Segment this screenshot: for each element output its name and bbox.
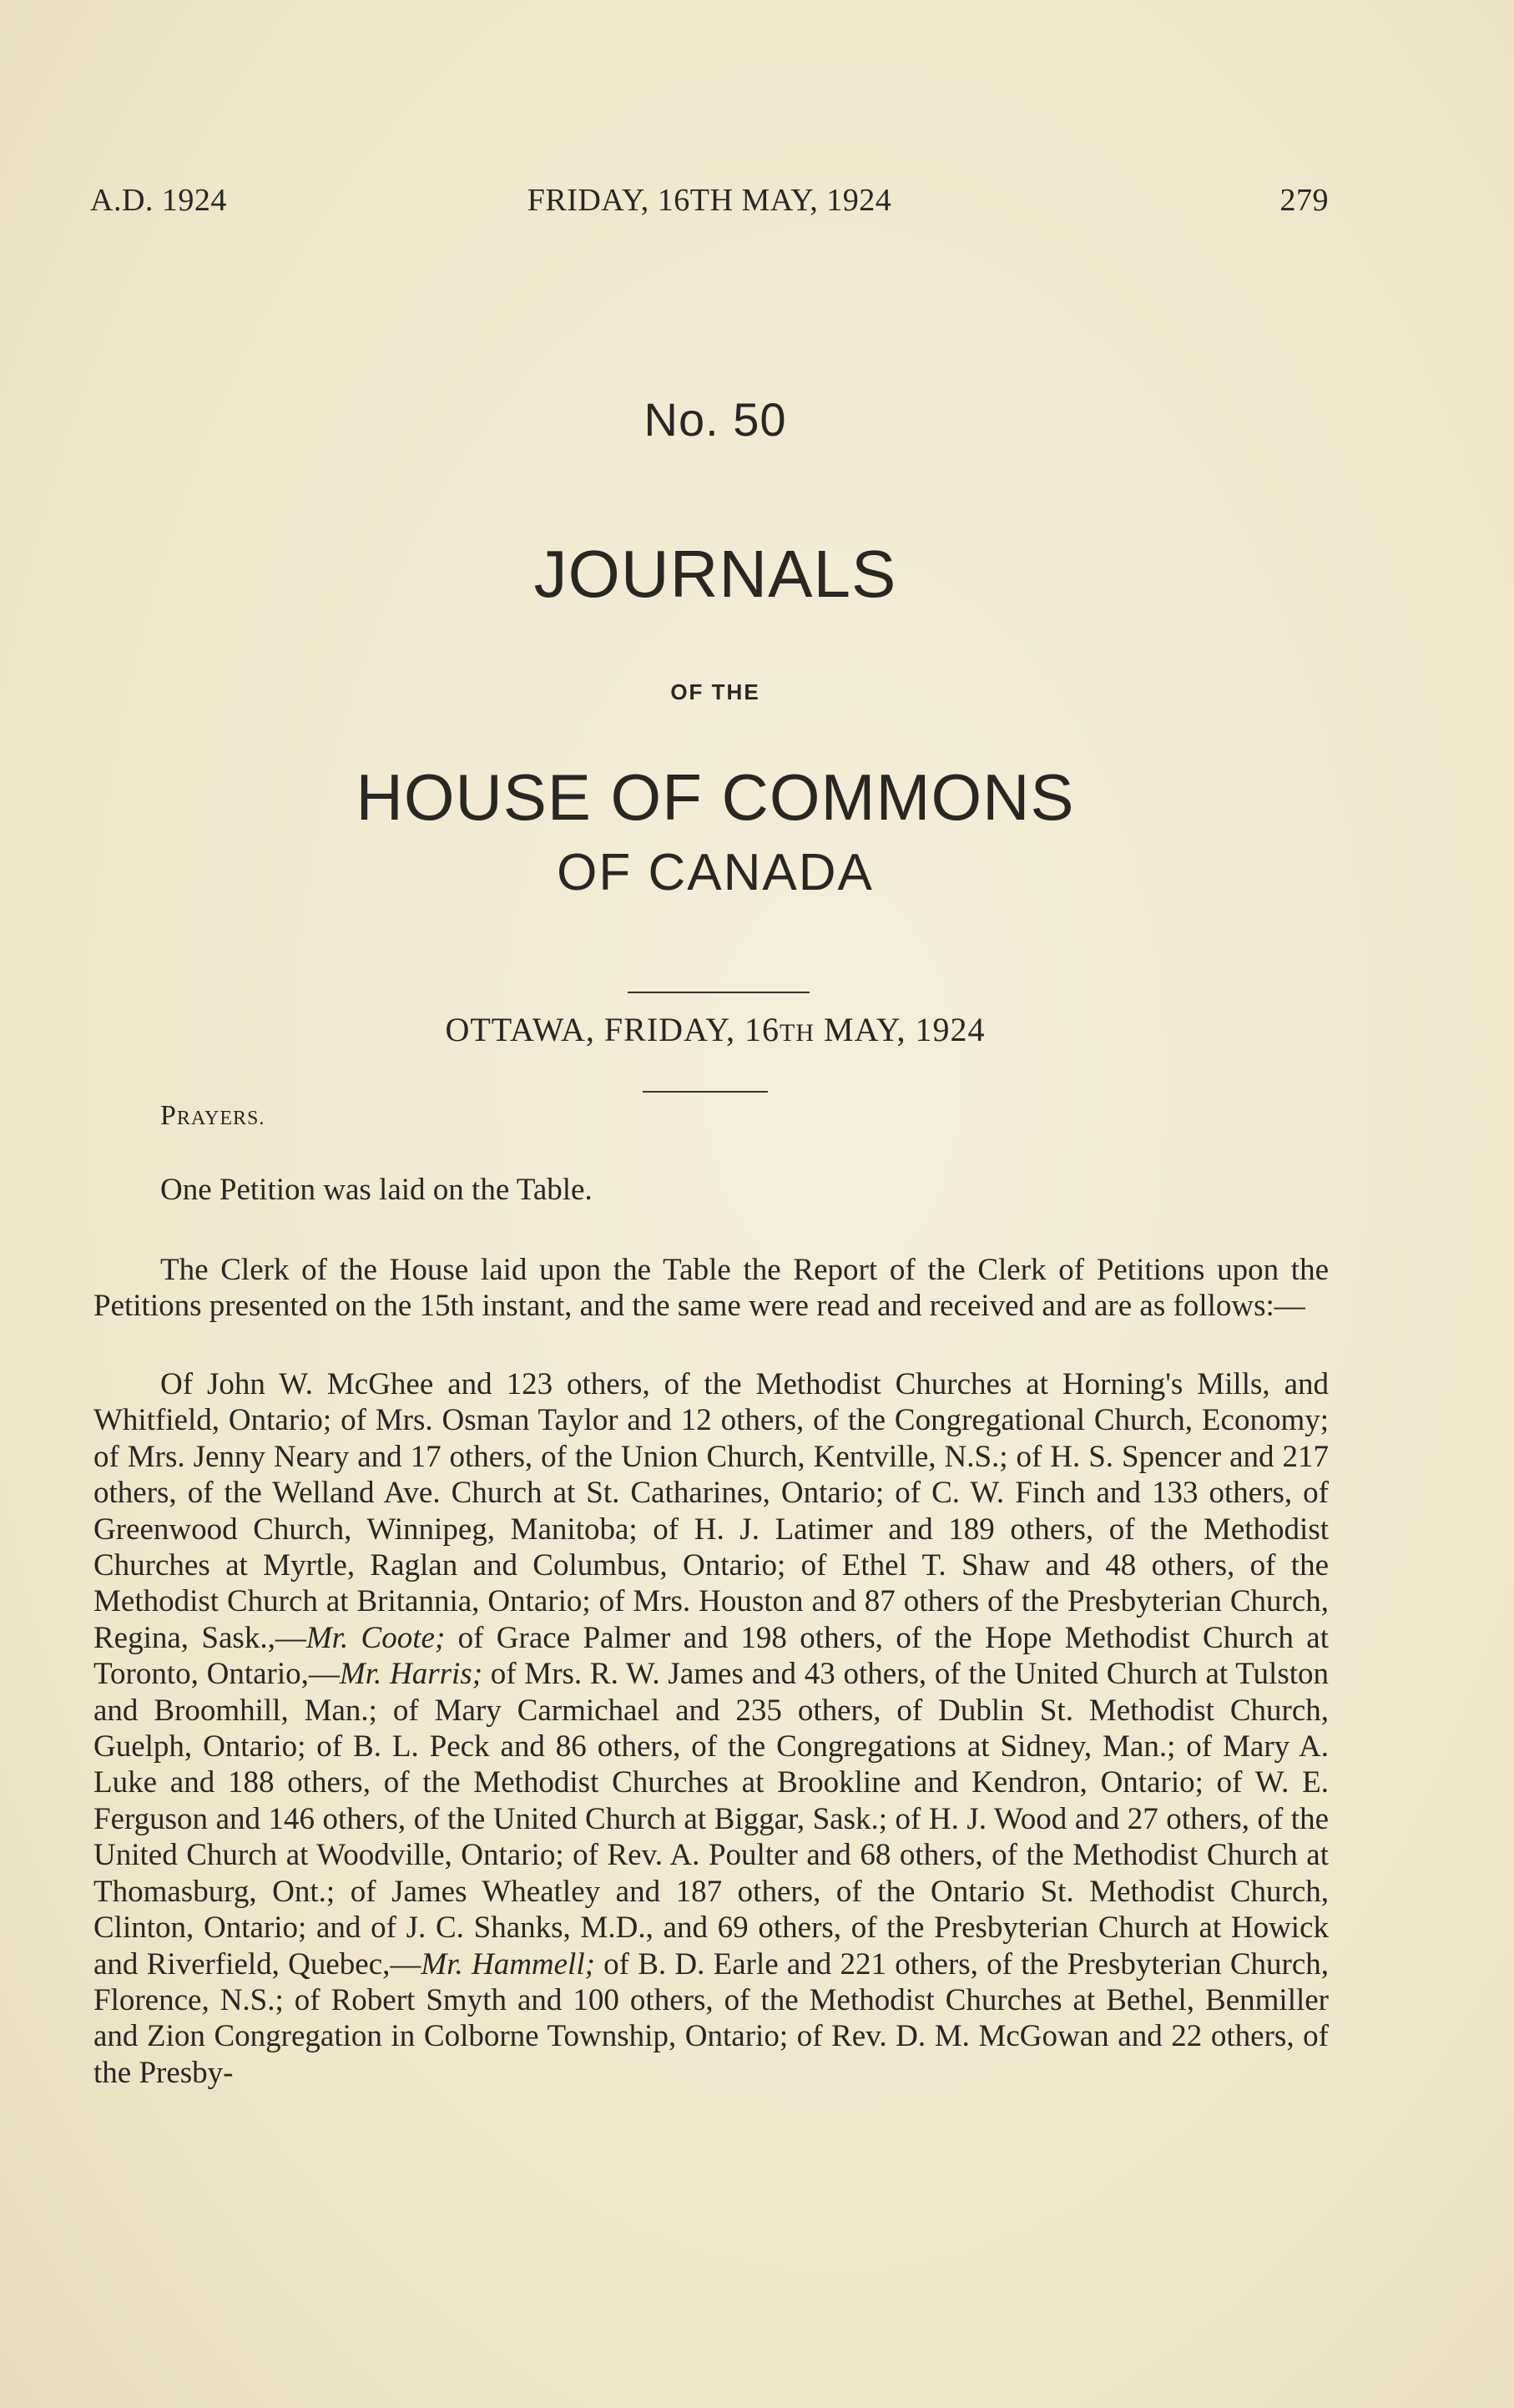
house-of-commons-title: HOUSE OF COMMONS xyxy=(356,760,1075,834)
petitions-text-1: Of John W. McGhee and 123 others, of the Methodist Churches at Horning's Mills, and Whitfield, Ontario; of Mrs. Osman Taylor and 12 others, of the Congregational Church, Economy; of Mrs. Jenny Neary and 17 others, of the Union Church, Kentville, N.S.; of H. S. Spencer and 217 others, of the Welland Ave. Church at St. Catharines, Ontario; of C. W. Finch and 133 others, of Greenwood Church, Winnipeg, Manitoba; of H. J. Latimer and 189 others, of the Methodist Churches at Myrtle, Raglan and Columbus, Ontario; of Ethel T. Shaw and 48 others, of the Methodist Church at Britannia, Ontario; of Mrs. Houston and 87 others of the Presbyterian Church, Regina, Sask.,— xyxy=(93,1367,1329,1655)
divider-rule-upper xyxy=(628,992,810,993)
clerk-report-paragraph: The Clerk of the House laid upon the Table the Report of the Clerk of Petitions upon the Petitions presented on the 15th instant, and the same were read and received and are as follows:— xyxy=(93,1253,1329,1324)
of-the-heading: OF THE xyxy=(670,679,760,704)
petitions-list-paragraph xyxy=(93,1366,1329,2091)
dateline-ordinal: TH xyxy=(780,1019,815,1047)
prayers-initial: P xyxy=(160,1100,177,1131)
petition-paragraph: One Petition was laid on the Table. xyxy=(160,1173,593,1207)
of-canada-title: OF CANADA xyxy=(557,844,874,901)
prayers-rest: RAYERS. xyxy=(176,1108,265,1129)
dateline xyxy=(0,1010,1431,1049)
page-number: 279 xyxy=(1279,183,1329,218)
running-head-date: FRIDAY, 16TH MAY, 1924 xyxy=(527,183,892,218)
journals-title: JOURNALS xyxy=(533,537,897,611)
running-head xyxy=(90,182,1329,224)
petitions-text-4: of B. D. Earle and 221 others, of the Presbyterian Church, Florence, N.S.; of Robert Smyth and 100 others, of the Methodist Churches at Bethel, Benmiller and Zion Congregation in Colborne Township, Ontario; of Rev. D. M. McGowan and 22 others, of the Presby- xyxy=(93,1946,1329,2090)
running-head-year: A.D. 1924 xyxy=(90,183,227,218)
dateline-pre: OTTAWA, FRIDAY, 16 xyxy=(445,1011,780,1048)
member-name-coote: Mr. Coote; xyxy=(305,1620,446,1655)
dateline-post: MAY, 1924 xyxy=(815,1011,986,1048)
prayers-heading xyxy=(160,1100,265,1132)
member-name-harris: Mr. Harris; xyxy=(339,1657,483,1692)
petitions-text-2: of Grace Palmer and 198 others, of the Hope Methodist Church at Toronto, Ontario,— xyxy=(93,1620,1329,1692)
petitions-text-3: of Mrs. R. W. James and 43 others, of the United Church at Tulston and Broomhill, Man.; of Mary Carmichael and 235 others, of Dublin St. Methodist Church, Guelph, Ontario; of B. L. Peck and 86 others, of the Congregations at Sidney, Man.; of Mary A. Luke and 188 others, of the Methodist Churches at Brookline and Kendron, Ontario; of W. E. Ferguson and 146 others, of the United Church at Biggar, Sask.; of H. J. Wood and 27 others, of the United Church at Woodville, Ontario; of Rev. A. Poulter and 68 others, of the Methodist Church at Thomasburg, Ont.; of James Wheatley and 187 others, of the Ontario St. Methodist Church, Clinton, Ontario; and of J. C. Shanks, M.D., and 69 others, of the Presbyterian Church at Howick and Riverfield, Quebec,— xyxy=(93,1657,1329,1981)
member-name-hammell: Mr. Hammell; xyxy=(421,1946,595,1981)
issue-number: No. 50 xyxy=(643,393,787,446)
divider-rule-lower xyxy=(643,1091,768,1093)
